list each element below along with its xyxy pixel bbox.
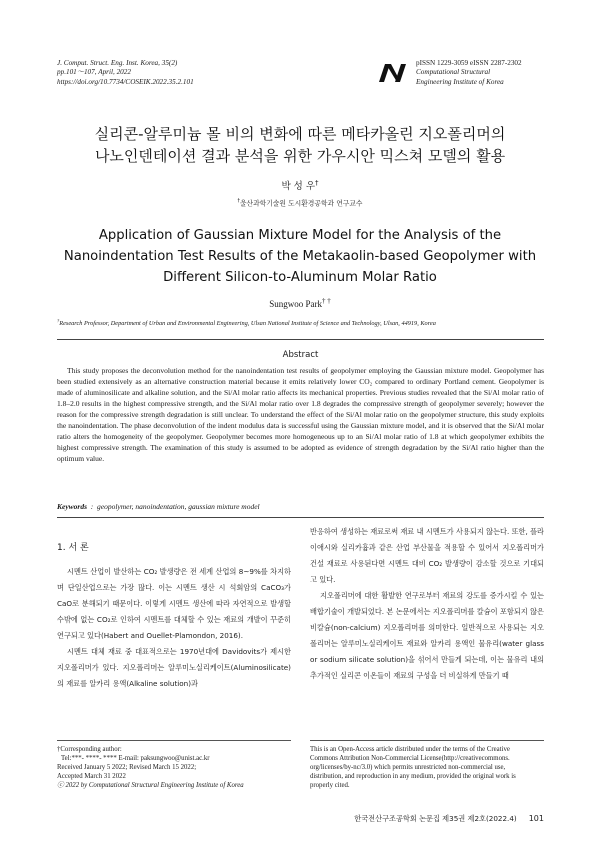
affiliation-korean-mark: † bbox=[237, 198, 240, 204]
affiliation-korean bbox=[30, 197, 570, 207]
license-line-3: org/licenses/by-nc/3.0) which permits unrestricted non-commercial use, bbox=[310, 764, 506, 771]
accepted-date: Accepted March 31 2022 bbox=[57, 773, 126, 780]
affiliation-english-mark: † bbox=[57, 318, 60, 323]
affiliation-english bbox=[57, 318, 544, 327]
affiliation-english-text: Research Professor, Department of Urban and Environmental Engineering, Ulsan National Institute of Science and Technology, Ulsan, 44919, Korea bbox=[59, 320, 436, 328]
abstract-text: This study proposes the deconvolution method for the nanoindentation test results of geopolymer employing the Gaussian mixture model. Geopolymer has been studied extensively as an alternative construction material because it emits relatively lower CO₂ compared to ordinary Portland cement. Geopolymer is made of aluminosilicate and alkaline solution, and the Si/Al molar ratio affects its mechanical properties. Previous studies revealed that the Si/Al molar ratio of 1.8–2.0 results in the highest compressive strength, and the Si/Al molar ratio over 1.8 degrades the compressive strength of geopolymer severely; however the reason for the compressive strength degradation is still unclear. To understand the effect of the Si/Al molar ratio on the geopolymer structure, this study exploits the nanoindentation. The phase deconvolution of the indent modulus data is successful using the Gaussian mixture model, and it is observed that the Si/Al molar ratio alters the homogeneity of the geopolymer. Geopolymer becomes more homogeneous up to an Si/Al molar ratio of 1.8 at which geopolymer exhibits the highest compressive strength. The examination of this study is assumed to be adopted as evidence of strength degradation by the Si/Al ratio higher than the optimum value. bbox=[57, 366, 544, 463]
section-1-title: 1. 서 론 bbox=[57, 543, 89, 553]
author-korean-name: 박 성 우 bbox=[281, 181, 316, 192]
license-line-4: distribution, and reproduction in any medium, provided the original work is bbox=[310, 773, 516, 780]
footnote-right-rule bbox=[310, 740, 544, 741]
abstract-top-rule bbox=[57, 339, 544, 340]
left-column-body bbox=[57, 564, 291, 692]
left-paragraph-1: 시멘트 산업이 발산하는 CO₂ 발생량은 전 세계 산업의 8~9%를 차지하며 단일산업으로는 가장 많다. 이는 시멘트 생산 시 석회암의 CaCO₃가 CaO로 분해되기 때문이다. 이렇게 시멘트 생산에 따라 자연적으로 발생할 수밖에 없는 CO₂로 인하여 시멘트를 대체할 수 있는 재료의 개발이 꾸준히 연구되고 있다(Habert and Ouellet-Plamondon, 2016). bbox=[57, 567, 291, 640]
doi-link[interactable]: https://doi.org/10.7734/COSEIK.2022.35.2.101 bbox=[57, 77, 194, 86]
title-english-line-2: Nanoindentation Test Results of the Metakaolin-based Geopolymer with bbox=[63, 249, 537, 264]
title-english bbox=[30, 225, 570, 288]
journal-header-right bbox=[416, 59, 522, 87]
right-paragraph-1: 반응하여 생성하는 재료로써 재료 내 시멘트가 사용되지 않는다. 또한, 플라이애시와 실리카흄과 같은 산업 부산물을 적용할 수 있어서 지오폴리머가 건설 재료로 사용된다면 시멘트 대비 CO₂ 발생량이 감소할 것으로 기대되고 있다. bbox=[310, 527, 544, 584]
footnote-left bbox=[57, 745, 244, 790]
author-english bbox=[30, 297, 570, 309]
keywords-list: geopolymer, nanoindentation, gaussian mixture model bbox=[97, 502, 260, 511]
keywords-bottom-rule bbox=[57, 517, 544, 518]
author-korean-mark: † bbox=[315, 178, 319, 187]
keywords bbox=[57, 502, 544, 511]
page-range: pp.101～107, April, 2022 bbox=[57, 68, 131, 77]
title-english-line-3: Different Silicon-to-Aluminum Molar Ratio bbox=[163, 270, 437, 285]
received-date: Received January 5 2022; Revised March 15 2022; bbox=[57, 764, 197, 771]
title-english-line-1: Application of Gaussian Mixture Model for the Analysis of the bbox=[98, 228, 502, 243]
title-korean-line-2: 나노인덴테이션 결과 분석을 위한 가우시안 믹스쳐 모델의 활용 bbox=[94, 147, 506, 165]
journal-footer: 한국전산구조공학회 논문집 제35권 제2호(2022.4) bbox=[354, 814, 517, 823]
right-paragraph-2: 지오폴리머에 대한 활발한 연구로부터 재료의 강도를 증가시킬 수 있는 배합기술이 개발되었다. 본 논문에서는 지오폴리머를 칼슘이 포함되지 않은 비칼슘(non-calcium) 지오폴리머를 의미한다. 일반적으로 사용되는 지오폴리머는 알루미노실리케이트 재료와 알카리 용액인 물유리(water glass or sodium silicate solution)을 섞어서 만들게 되는데, 이는 물유리 내의 추가적인 실리콘 이온들이 재료의 구성을 더 비실하게 만들기 때 bbox=[310, 591, 544, 680]
journal-header bbox=[57, 59, 194, 87]
institute-name-1: Computational Structural bbox=[416, 68, 491, 77]
title-korean bbox=[30, 123, 570, 167]
keywords-separator: : bbox=[87, 502, 97, 511]
contact-info: Tel:***- ****- **** E-mail: paksungwoo@unist.ac.kr bbox=[61, 755, 210, 762]
author-english-mark: † † bbox=[322, 297, 331, 305]
abstract-heading: Abstract bbox=[282, 350, 319, 360]
page-footer bbox=[300, 814, 544, 824]
footnote-left-rule bbox=[57, 740, 291, 741]
journal-citation: J. Comput. Struct. Eng. Inst. Korea, 35(2) bbox=[57, 59, 178, 67]
corresponding-author: †Corresponding author: bbox=[57, 746, 122, 753]
title-korean-line-1: 실리콘-알루미늄 몰 비의 변화에 따른 메타카올린 지오폴리머의 bbox=[94, 125, 506, 143]
license-line-1: This is an Open-Access article distributed under the terms of the Creative bbox=[310, 746, 510, 753]
footnote-right bbox=[310, 745, 516, 790]
left-paragraph-2: 시멘트 대체 재료 중 대표적으로는 1970년대에 Davidovits가 제시한 지오폴리머가 있다. 지오폴리머는 알루미노실리케이트(Aluminosilicate)의 재료를 알카리 용액(Alkaline solution)과 bbox=[57, 647, 291, 688]
keywords-label: Keywords bbox=[57, 502, 87, 511]
license-line-5: properly cited. bbox=[310, 782, 350, 789]
institute-name-2: Engineering Institute of Korea bbox=[416, 77, 504, 86]
issn: pISSN 1229-3059 eISSN 2287-2302 bbox=[416, 59, 522, 67]
author-english-name: Sungwoo Park bbox=[269, 299, 322, 309]
logo-icon bbox=[377, 60, 407, 86]
copyright: ⓒ 2022 by Computational Structural Engineering Institute of Korea bbox=[57, 782, 244, 789]
right-column-body bbox=[310, 524, 544, 684]
license-line-2: Commons Attribution Non-Commercial License(http://creativecommons. bbox=[310, 755, 510, 762]
affiliation-korean-text: 울산과학기술원 도시환경공학과 연구교수 bbox=[239, 199, 363, 208]
institute-logo bbox=[377, 60, 407, 86]
author-korean bbox=[30, 178, 570, 192]
page-number: 101 bbox=[528, 814, 544, 823]
